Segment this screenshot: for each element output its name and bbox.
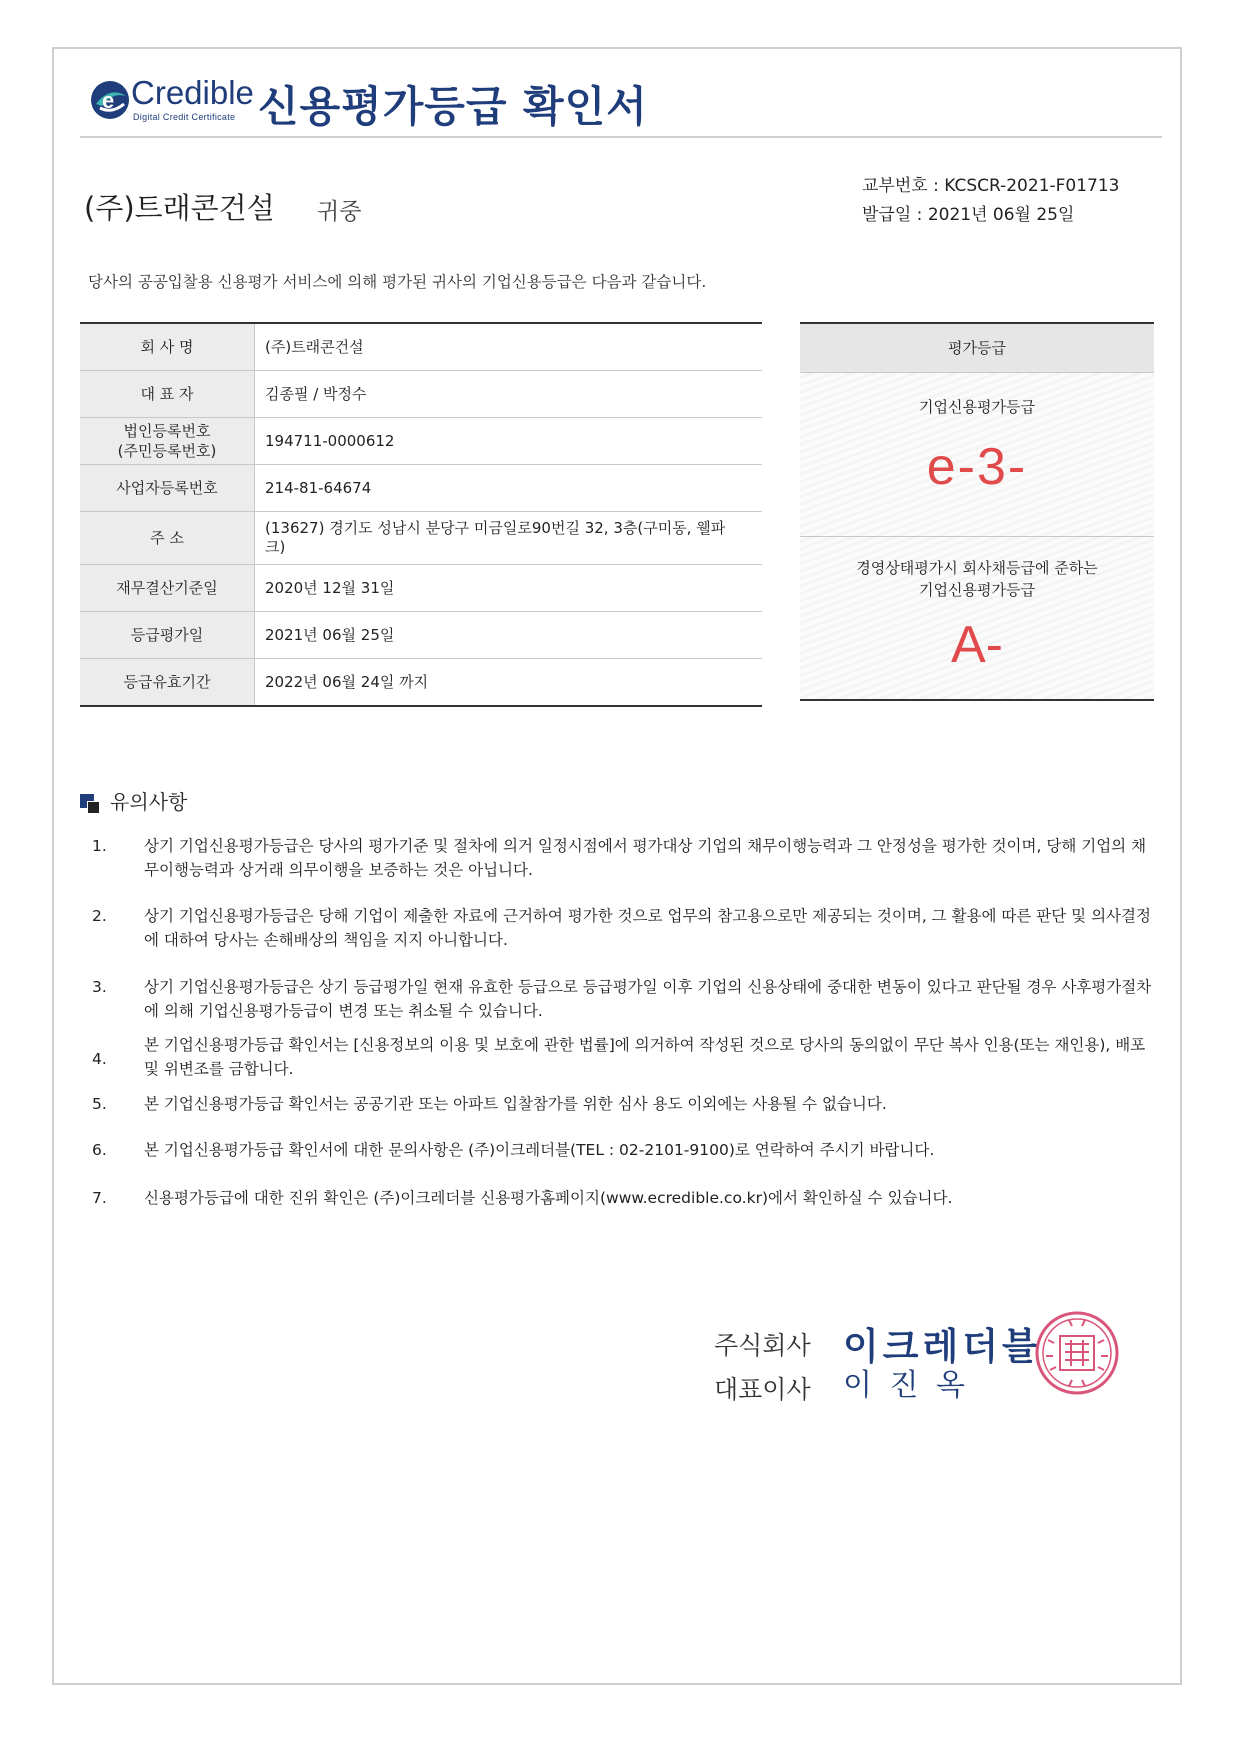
note-text: 상기 기업신용평가등급은 상기 등급평가일 현재 유효한 등급으로 등급평가일 이후 기업의 신용상태에 중대한 변동이 있다고 판단될 경우 사후평가절차에 의해 기업신용평가등급이 변경 또는 취소될 수 있습니다. [144,978,1152,1020]
note-item [92,1138,1162,1164]
recipient-company: (주)트래콘건설 [84,191,275,225]
signature-ceo-label: 대표이사 [714,1375,811,1404]
note-item [92,834,1162,884]
signature-ceo-name: 이 진 옥 [843,1368,970,1403]
bond-equivalent-grade-box [800,536,1154,699]
row-key: 주 소 [80,512,255,565]
row-value: 김종필 / 박정수 [255,371,763,418]
brand-name: Credible [131,74,254,111]
credit-grade-value: e-3- [926,438,1028,496]
signature-company-label: 주식회사 [714,1331,811,1360]
table-row [80,612,762,659]
grade-panel-header: 평가등급 [800,324,1154,373]
row-value: 2022년 06월 24일 까지 [265,672,429,691]
company-seal-icon [1034,1310,1120,1396]
grade-panel [800,322,1154,701]
brand-subtitle: Digital Credit Certificate [133,112,236,122]
document-title: 신용평가등급 확인서 [258,82,648,131]
row-key: 법인등록번호 (주민등록번호) [80,418,255,465]
note-number: 6. [92,1141,107,1159]
document-header [86,70,1162,138]
note-text: 본 기업신용평가등급 확인서는 [신용정보의 이용 및 보호에 관한 법률]에 의거하여 작성된 것으로 당사의 동의없이 무단 복사 인용(또는 재인용), 배포 및 위변조를 금합니다. [144,1036,1146,1078]
note-number: 3. [92,978,107,996]
bond-label-line2: 기업신용평가등급 [919,581,1035,599]
note-text: 본 기업신용평가등급 확인서는 공공기관 또는 아파트 입찰참가를 위한 심사 용도 이외에는 사용될 수 없습니다. [144,1095,887,1113]
table-row [80,323,762,371]
credit-grade-box [800,372,1154,537]
row-value: 2021년 06월 25일 [255,612,763,659]
note-number: 4. [92,1050,107,1068]
signature-labels [714,1324,811,1412]
bond-equivalent-grade-label [800,557,1154,601]
note-text: 상기 기업신용평가등급은 당사의 평가기준 및 절차에 의거 일정시점에서 평가대상 기업의 채무이행능력과 그 안정성을 평가한 것이며, 당해 기업의 채무이행능력과 상거래 의무이행을 보증하는 것은 아닙니다. [144,837,1147,879]
row-value: (주)트래콘건설 [255,323,763,371]
note-number: 1. [92,837,107,855]
intro-text: 당사의 공공입찰용 신용평가 서비스에 의해 평가된 귀사의 기업신용등급은 다음과 같습니다. [88,273,707,291]
notes-bullet-icon [80,794,102,814]
note-number: 7. [92,1189,107,1207]
row-key: 대 표 자 [80,371,255,418]
table-row [80,659,762,707]
table-row [80,371,762,418]
note-item [92,1033,1162,1083]
note-item [92,1186,1162,1212]
notes-title-text: 유의사항 [110,790,188,814]
recipient-honorific: 귀중 [317,199,362,225]
row-value: 214-81-64674 [255,465,763,512]
note-item [92,1092,1162,1118]
row-value: 194711-0000612 [255,418,763,465]
bond-equivalent-grade-value: A- [951,616,1003,674]
note-number: 5. [92,1095,107,1113]
note-number: 2. [92,907,107,925]
issue-date: 발급일 : 2021년 06월 25일 [862,205,1075,225]
row-key: 등급유효기간 [80,659,255,707]
table-row [80,418,762,465]
row-key: 등급평가일 [80,612,255,659]
signature-company-name: 이크레더블 [843,1325,1042,1368]
row-value: 2020년 12월 31일 [255,565,763,612]
issue-number: 교부번호 : KCSCR-2021-F01713 [862,176,1120,196]
note-text: 본 기업신용평가등급 확인서에 대한 문의사항은 (주)이크레더블(TEL : 02-2101-9100)로 연락하여 주시기 바랍니다. [144,1141,935,1159]
ecredible-logo-icon [88,78,132,122]
table-row [80,565,762,612]
table-row [80,512,762,565]
bond-label-line1: 경영상태평가시 회사채등급에 준하는 [856,559,1098,577]
credit-grade-label: 기업신용평가등급 [919,398,1035,416]
row-key: 재무결산기준일 [80,565,255,612]
row-key: 회 사 명 [80,323,255,371]
issue-meta [862,172,1120,230]
company-info-table [80,322,762,707]
table-row [80,465,762,512]
note-item [92,904,1162,954]
notes-title [80,786,187,815]
row-key: 사업자등록번호 [80,465,255,512]
note-item [92,975,1162,1025]
note-text: 상기 기업신용평가등급은 당해 기업이 제출한 자료에 근거하여 평가한 것으로 업무의 참고용으로만 제공되는 것이며, 그 활용에 따른 판단 및 의사결정에 대하여 당사는 손해배상의 책임을 지지 아니합니다. [144,907,1151,949]
svg-text:e: e [102,88,115,113]
header-divider [80,136,1162,138]
note-text: 신용평가등급에 대한 진위 확인은 (주)이크레더블 신용평가홈페이지(www.ecredible.co.kr)에서 확인하실 수 있습니다. [144,1189,953,1207]
row-value: (13627) 경기도 성남시 분당구 미금일로90번길 32, 3층(구미동, 웰파크) [255,512,763,565]
